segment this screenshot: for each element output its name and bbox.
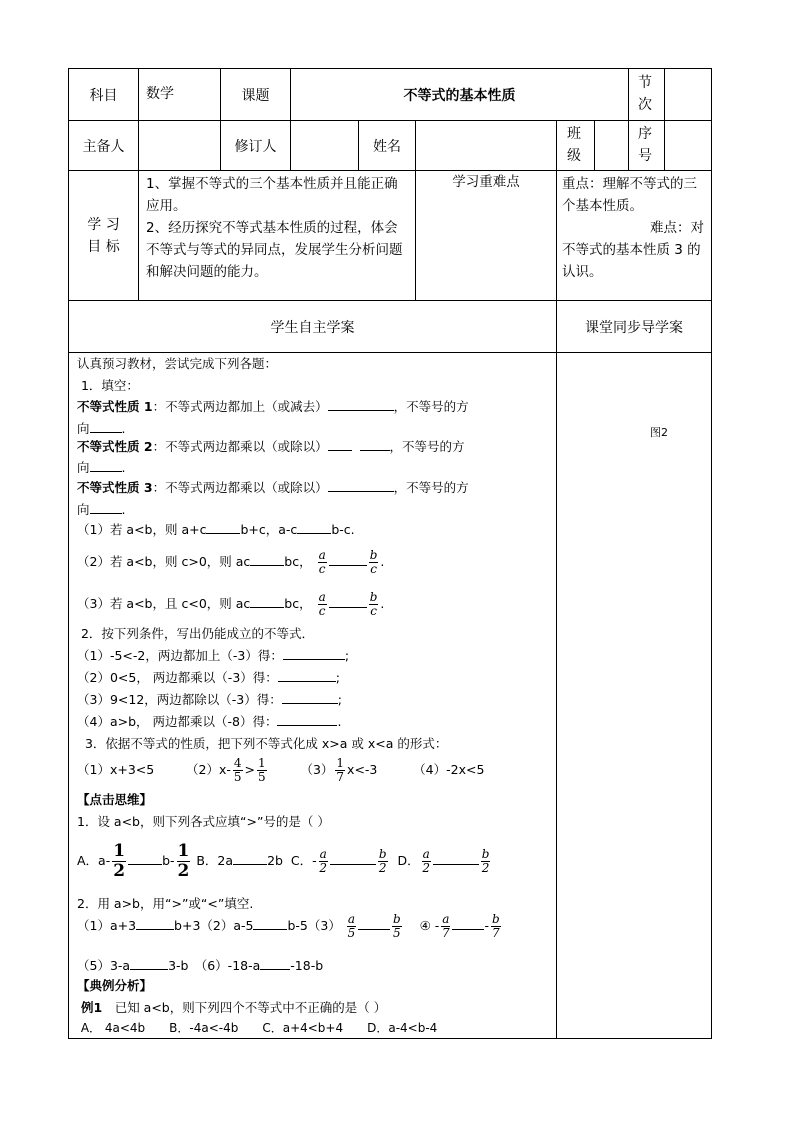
q2-item-text: （3）9<12，两边都除以（-3）得： — [77, 692, 282, 707]
period: . — [380, 596, 385, 611]
fraction-b-over-7: $\frac{b}{7}$ — [491, 912, 500, 940]
think-q2-2: b+3（2）a-5 — [174, 918, 254, 933]
answer-blank[interactable] — [206, 521, 240, 534]
think-q1-options — [77, 842, 555, 881]
answer-blank[interactable] — [297, 521, 331, 534]
q2-item-text: （2）0<5， 两边都乘以（-3）得： — [77, 670, 278, 685]
answer-blank[interactable] — [277, 713, 337, 726]
q3-item-3: （3） — [300, 762, 334, 777]
answer-blank[interactable] — [282, 691, 338, 704]
fill-2 — [77, 547, 555, 577]
q2-item — [77, 711, 555, 733]
fill-1 — [77, 519, 555, 541]
fraction-1-over-2: $\frac{1}{2}$ — [177, 841, 190, 881]
intro-text: 认真预习教材，尝试完成下列各题： — [77, 356, 278, 371]
answer-blank[interactable] — [90, 420, 122, 433]
q3-item-3-tail: x<-3 — [347, 762, 378, 777]
q2-item-end: . — [337, 714, 342, 729]
difficulty-label: 学习重难点 — [452, 174, 520, 190]
property-2-text: ：不等式两边都乘以（或除以） — [152, 439, 328, 454]
name-label: 姓名 — [373, 138, 401, 155]
q3-items: （1）x+3<5 （2）x- $\frac{4}{5}$ > $\frac{1}{5}$ （3） $\frac{1}{7}$ x<-3 （4）-2x<5 — [77, 756, 485, 784]
property-1-text: ：不等式两边都加上（或减去） — [152, 399, 328, 414]
option-c: C．- — [290, 853, 317, 868]
fraction-b-over-5: $\frac{b}{5}$ — [392, 912, 401, 940]
difficulty-line: 不等式的基本性质 3 的 — [562, 242, 701, 258]
option-d: D． — [397, 853, 420, 868]
answer-blank[interactable] — [128, 852, 162, 865]
fraction-4-over-5: $\frac{4}{5}$ — [233, 756, 242, 784]
fill-3 — [77, 589, 555, 619]
q2-title — [77, 623, 555, 645]
q3-item-2: （2）x- — [186, 762, 231, 777]
property-1-tail: ，不等号的方 — [393, 399, 469, 414]
answer-blank[interactable] — [358, 917, 390, 930]
example-1 — [77, 997, 555, 1019]
classroom-heading: 课堂同步导学案 — [585, 319, 683, 336]
fraction-b-over-c: $\frac{b}{c}$ — [369, 590, 378, 618]
answer-blank[interactable] — [136, 917, 174, 930]
fill-3-text-b: bc， — [284, 596, 312, 611]
fraction-a-over-7: $\frac{a}{7}$ — [442, 912, 450, 940]
self-study-heading: 学生自主学案 — [270, 319, 355, 336]
q2-title-text: 2．按下列条件，写出仍能成立的不等式． — [80, 626, 314, 641]
property-3-text: ：不等式两边都乘以（或除以） — [152, 480, 328, 495]
fraction-a-over-c: $\frac{a}{c}$ — [318, 590, 326, 618]
answer-blank[interactable] — [250, 595, 284, 608]
answer-blank[interactable] — [328, 398, 394, 411]
property-3-name: 不等式性质 3 — [77, 480, 153, 495]
difficulty-line: 重点：理解不等式的三 — [562, 176, 697, 192]
topic-label: 课题 — [241, 87, 270, 104]
objective-line: 不等式与等式的异同点，发展学生分析问题 — [146, 242, 403, 258]
preparer-label: 主备人 — [82, 138, 125, 155]
example-1-text: 已知 a<b，则下列四个不等式中不正确的是（ ） — [102, 1000, 387, 1015]
option-b-tail: 2b — [267, 853, 283, 868]
objectives-label-line1: 学 习 — [87, 217, 120, 233]
fraction-b-over-c: $\frac{b}{c}$ — [369, 548, 378, 576]
subject-value: 数学 — [146, 86, 174, 102]
think-q2-6-tail: -18-b — [290, 958, 324, 973]
think-title: 【点击思维】 — [77, 792, 153, 807]
answer-blank[interactable] — [452, 917, 484, 930]
q2-item — [77, 667, 555, 689]
q3-title — [77, 733, 555, 755]
q2-item-text: （1）-5<-2，两边都加上（-3）得： — [77, 648, 283, 663]
period: . — [380, 554, 385, 569]
figure-label: 图2 — [650, 426, 668, 439]
objective-line: 应用。 — [146, 198, 187, 214]
direction-text: 向 — [77, 460, 90, 475]
q2-item — [77, 645, 555, 667]
objectives-text — [146, 173, 414, 283]
q2-item-text: （4）a>b， 两边都乘以（-8）得： — [77, 714, 278, 729]
fill-1-text: （1）若 a<b，则 a+c — [77, 522, 207, 537]
answer-blank[interactable] — [250, 553, 284, 566]
difficulty-text — [562, 173, 710, 283]
direction-text: 向 — [77, 421, 90, 436]
option-b: B．2a — [196, 853, 234, 868]
property-2-cont — [77, 457, 555, 479]
period: . — [121, 502, 126, 517]
option-a: A．a- — [77, 853, 111, 868]
q1-title — [77, 375, 555, 397]
q3-item-1: （1）x+3<5 — [77, 762, 155, 777]
answer-blank[interactable] — [260, 957, 290, 970]
example-1-options — [77, 1017, 555, 1039]
property-2-tail: ，不等号的方 — [389, 439, 465, 454]
answer-blank[interactable] — [329, 595, 367, 608]
objectives-label-line2: 目 标 — [87, 239, 120, 255]
example-1-label: 例1 — [80, 1000, 103, 1015]
difficulty-line: 个基本性质。 — [562, 198, 643, 214]
fill-2-text-b: bc， — [284, 554, 312, 569]
think-q1: 1．设 a<b，则下列各式应填“>”号的是（ ） — [77, 814, 330, 829]
think-q2-1: （1）a+3 — [77, 918, 137, 933]
fraction-a-over-2: $\frac{a}{2}$ — [422, 847, 430, 875]
answer-blank[interactable] — [253, 917, 287, 930]
fraction-b-over-2: $\frac{b}{2}$ — [481, 847, 490, 875]
answer-blank[interactable] — [328, 479, 394, 492]
answer-blank[interactable] — [130, 957, 168, 970]
think-q2-6: 3-b （6）-18-a — [168, 958, 261, 973]
q2-item-end: ; — [344, 648, 350, 663]
objectives-label — [69, 214, 138, 258]
property-3-tail: ，不等号的方 — [393, 480, 469, 495]
answer-blank[interactable] — [90, 501, 122, 514]
fill-1-text-c: b-c. — [331, 522, 355, 537]
example-title: 【典例分析】 — [77, 978, 153, 993]
think-q2-3: b-5（3） — [287, 918, 341, 933]
section-label: 节次 — [638, 75, 652, 113]
answer-blank[interactable] — [329, 553, 367, 566]
answer-blank[interactable] — [360, 438, 390, 451]
example-1-options-text: A． 4a<4b B．-4a<-4b C．a+4<b+4 D．a-4<b-4 — [80, 1021, 438, 1035]
objective-line: 1、掌握不等式的三个基本性质并且能正确 — [146, 176, 398, 192]
objective-line: 和解决问题的能力。 — [146, 264, 268, 280]
class-label: 班级 — [567, 126, 581, 164]
direction-text: 向 — [77, 502, 90, 517]
page-title: 不等式的基本性质 — [403, 87, 516, 104]
fraction-a-over-5: $\frac{a}{5}$ — [347, 912, 356, 940]
think-q2-items: （1）a+3 b+3（2）a-5 b-5（3） $\frac{a}{5}$ $\frac{b}{5}$ ④ - $\frac{a}{7}$ - $\frac{b}{7}$ — [77, 912, 500, 940]
q3-item-4: （4）-2x<5 — [413, 762, 485, 777]
answer-blank[interactable] — [233, 852, 267, 865]
answer-blank[interactable] — [283, 647, 345, 660]
fill-3-text: （3）若 a<b，且 c<0，则 ac — [77, 596, 251, 611]
fill-2-text: （2）若 a<b，则 c>0，则 ac — [77, 554, 251, 569]
think-q2-5: （5）3-a — [77, 958, 131, 973]
answer-blank[interactable] — [433, 852, 479, 865]
period: . — [121, 421, 126, 436]
q2-item — [77, 689, 555, 711]
answer-blank[interactable] — [90, 459, 122, 472]
answer-blank[interactable] — [328, 438, 352, 451]
q3-title-text: 3．依据不等式的性质，把下列不等式化成 x>a 或 x<a 的形式： — [84, 736, 448, 751]
fraction-b-over-2: $\frac{b}{2}$ — [378, 847, 387, 875]
property-2-name: 不等式性质 2 — [77, 439, 153, 454]
seq-label: 序号 — [638, 126, 652, 164]
q2-item-end: ; — [337, 692, 342, 707]
property-3-cont — [77, 499, 555, 521]
fill-1-text-b: b+c，a-c — [240, 522, 298, 537]
objective-line: 2、经历探究不等式基本性质的过程，体会 — [146, 220, 398, 236]
fraction-a-over-c: $\frac{a}{c}$ — [318, 548, 326, 576]
property-2 — [77, 436, 555, 458]
think-q2-more — [77, 955, 555, 977]
property-1-name: 不等式性质 1 — [77, 399, 153, 414]
property-1 — [77, 396, 555, 418]
q1-title-text: 1．填空： — [80, 378, 139, 393]
period: . — [121, 460, 126, 475]
difficulty-line: 认识。 — [562, 264, 603, 280]
property-3 — [77, 477, 555, 499]
difficulty-line: 难点：对 — [650, 220, 704, 236]
fraction-1-over-7: $\frac{1}{7}$ — [336, 756, 345, 784]
think-q2-4: ④ - — [419, 918, 440, 933]
fraction-1-over-5: $\frac{1}{5}$ — [258, 756, 266, 784]
subject-label: 科目 — [89, 87, 118, 104]
answer-blank[interactable] — [278, 669, 336, 682]
answer-blank[interactable] — [330, 852, 376, 865]
think-q2: 2．用 a>b，用“>”或“<”填空. — [77, 896, 254, 911]
reviser-label: 修订人 — [234, 138, 277, 155]
q2-item-end: ; — [335, 670, 340, 685]
fraction-a-over-2: $\frac{a}{2}$ — [319, 847, 328, 875]
option-a-b: b- — [162, 853, 175, 868]
fraction-1-over-2: $\frac{1}{2}$ — [113, 841, 126, 881]
